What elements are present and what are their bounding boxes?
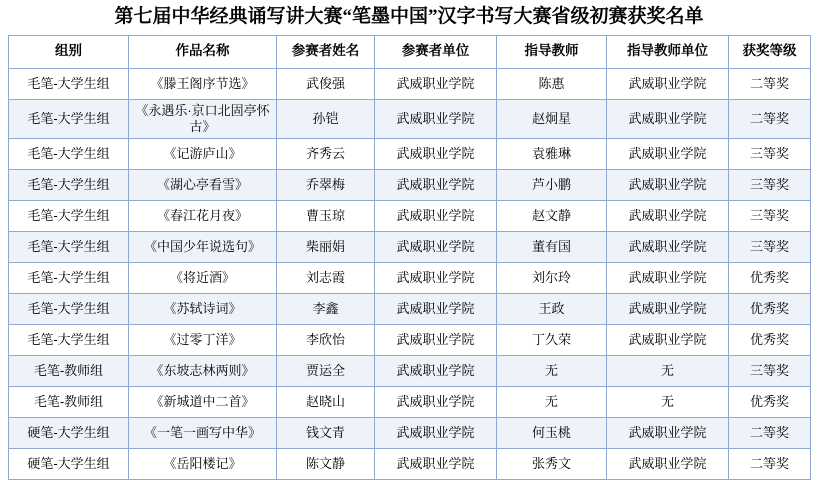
cell-teacher-unit: 武威职业学院 xyxy=(607,449,729,480)
cell-award-level: 二等奖 xyxy=(729,449,811,480)
cell-teacher-unit: 无 xyxy=(607,387,729,418)
table-row xyxy=(9,232,811,263)
cell-participant-name: 乔翠梅 xyxy=(277,170,375,201)
cell-work: 《岳阳楼记》 xyxy=(129,449,277,480)
table-row xyxy=(9,387,811,418)
cell-teacher-unit: 武威职业学院 xyxy=(607,201,729,232)
table-row xyxy=(9,139,811,170)
cell-group: 毛笔-大学生组 xyxy=(9,68,129,99)
cell-participant-unit: 武威职业学院 xyxy=(375,201,497,232)
cell-teacher: 赵文静 xyxy=(497,201,607,232)
column-header-work: 作品名称 xyxy=(129,35,277,68)
cell-award-level: 二等奖 xyxy=(729,68,811,99)
column-header-participant-name: 参赛者姓名 xyxy=(277,35,375,68)
cell-work: 《一笔一画写中华》 xyxy=(129,418,277,449)
cell-award-level: 三等奖 xyxy=(729,232,811,263)
column-header-award-level: 获奖等级 xyxy=(729,35,811,68)
cell-teacher-unit: 武威职业学院 xyxy=(607,139,729,170)
cell-participant-unit: 武威职业学院 xyxy=(375,68,497,99)
cell-participant-name: 贾运全 xyxy=(277,356,375,387)
cell-teacher: 何玉桃 xyxy=(497,418,607,449)
cell-teacher: 王政 xyxy=(497,294,607,325)
cell-work: 《记游庐山》 xyxy=(129,139,277,170)
cell-participant-unit: 武威职业学院 xyxy=(375,356,497,387)
cell-teacher-unit: 武威职业学院 xyxy=(607,418,729,449)
cell-work: 《中国少年说选句》 xyxy=(129,232,277,263)
cell-group: 毛笔-大学生组 xyxy=(9,325,129,356)
cell-group: 硬笔-大学生组 xyxy=(9,449,129,480)
table-body xyxy=(9,68,811,480)
cell-group: 毛笔-教师组 xyxy=(9,387,129,418)
cell-teacher: 芦小鹏 xyxy=(497,170,607,201)
cell-teacher: 无 xyxy=(497,356,607,387)
cell-teacher-unit: 武威职业学院 xyxy=(607,325,729,356)
cell-teacher-unit: 武威职业学院 xyxy=(607,263,729,294)
cell-participant-unit: 武威职业学院 xyxy=(375,170,497,201)
cell-award-level: 优秀奖 xyxy=(729,387,811,418)
table-header xyxy=(9,35,811,68)
award-table xyxy=(8,35,811,480)
cell-award-level: 优秀奖 xyxy=(729,294,811,325)
cell-group: 毛笔-大学生组 xyxy=(9,139,129,170)
cell-award-level: 三等奖 xyxy=(729,201,811,232)
cell-participant-name: 李鑫 xyxy=(277,294,375,325)
table-row xyxy=(9,325,811,356)
table-row xyxy=(9,263,811,294)
table-row xyxy=(9,449,811,480)
cell-work: 《新城道中二首》 xyxy=(129,387,277,418)
award-table-container xyxy=(0,35,818,480)
cell-participant-name: 李欣怡 xyxy=(277,325,375,356)
cell-participant-name: 赵晓山 xyxy=(277,387,375,418)
cell-group: 毛笔-大学生组 xyxy=(9,263,129,294)
cell-participant-name: 刘志霞 xyxy=(277,263,375,294)
cell-work: 《苏轼诗词》 xyxy=(129,294,277,325)
cell-teacher-unit: 武威职业学院 xyxy=(607,294,729,325)
cell-participant-name: 武俊强 xyxy=(277,68,375,99)
cell-teacher-unit: 武威职业学院 xyxy=(607,170,729,201)
table-row xyxy=(9,356,811,387)
cell-work: 《将近酒》 xyxy=(129,263,277,294)
table-row xyxy=(9,68,811,99)
cell-participant-name: 曹玉琼 xyxy=(277,201,375,232)
cell-teacher: 丁久荣 xyxy=(497,325,607,356)
cell-participant-name: 陈文静 xyxy=(277,449,375,480)
cell-work: 《滕王阁序节选》 xyxy=(129,68,277,99)
cell-teacher: 刘尔玲 xyxy=(497,263,607,294)
cell-work: 《湖心亭看雪》 xyxy=(129,170,277,201)
cell-participant-unit: 武威职业学院 xyxy=(375,387,497,418)
cell-teacher: 无 xyxy=(497,387,607,418)
column-header-teacher: 指导教师 xyxy=(497,35,607,68)
cell-teacher-unit: 武威职业学院 xyxy=(607,99,729,139)
cell-teacher: 赵炯星 xyxy=(497,99,607,139)
cell-group: 毛笔-大学生组 xyxy=(9,232,129,263)
cell-participant-name: 孙铠 xyxy=(277,99,375,139)
cell-group: 毛笔-大学生组 xyxy=(9,294,129,325)
column-header-group: 组别 xyxy=(9,35,129,68)
cell-work: 《东坡志林两则》 xyxy=(129,356,277,387)
cell-participant-unit: 武威职业学院 xyxy=(375,139,497,170)
cell-participant-unit: 武威职业学院 xyxy=(375,263,497,294)
cell-award-level: 二等奖 xyxy=(729,99,811,139)
page-title: 第七届中华经典诵写讲大赛“笔墨中国”汉字书写大赛省级初赛获奖名单 xyxy=(114,6,704,27)
table-row xyxy=(9,170,811,201)
table-row xyxy=(9,418,811,449)
cell-award-level: 三等奖 xyxy=(729,139,811,170)
cell-teacher-unit: 武威职业学院 xyxy=(607,232,729,263)
cell-award-level: 优秀奖 xyxy=(729,263,811,294)
cell-participant-unit: 武威职业学院 xyxy=(375,449,497,480)
table-row xyxy=(9,99,811,139)
cell-teacher: 张秀文 xyxy=(497,449,607,480)
cell-teacher-unit: 无 xyxy=(607,356,729,387)
cell-participant-unit: 武威职业学院 xyxy=(375,232,497,263)
cell-participant-name: 齐秀云 xyxy=(277,139,375,170)
cell-award-level: 优秀奖 xyxy=(729,325,811,356)
cell-work: 《过零丁洋》 xyxy=(129,325,277,356)
cell-work: 《永遇乐·京口北固亭怀古》 xyxy=(129,99,277,139)
cell-teacher-unit: 武威职业学院 xyxy=(607,68,729,99)
cell-award-level: 三等奖 xyxy=(729,170,811,201)
cell-participant-unit: 武威职业学院 xyxy=(375,418,497,449)
cell-teacher: 董有国 xyxy=(497,232,607,263)
cell-award-level: 二等奖 xyxy=(729,418,811,449)
cell-group: 毛笔-教师组 xyxy=(9,356,129,387)
cell-group: 硬笔-大学生组 xyxy=(9,418,129,449)
table-row xyxy=(9,201,811,232)
cell-teacher: 陈惠 xyxy=(497,68,607,99)
cell-award-level: 三等奖 xyxy=(729,356,811,387)
cell-participant-unit: 武威职业学院 xyxy=(375,294,497,325)
column-header-teacher-unit: 指导教师单位 xyxy=(607,35,729,68)
cell-participant-unit: 武威职业学院 xyxy=(375,325,497,356)
table-row xyxy=(9,294,811,325)
cell-group: 毛笔-大学生组 xyxy=(9,99,129,139)
cell-group: 毛笔-大学生组 xyxy=(9,170,129,201)
table-header-row xyxy=(9,35,811,68)
cell-participant-name: 柴丽娟 xyxy=(277,232,375,263)
cell-teacher: 袁雅琳 xyxy=(497,139,607,170)
cell-participant-name: 钱文青 xyxy=(277,418,375,449)
cell-group: 毛笔-大学生组 xyxy=(9,201,129,232)
column-header-participant-unit: 参赛者单位 xyxy=(375,35,497,68)
cell-participant-unit: 武威职业学院 xyxy=(375,99,497,139)
cell-work: 《春江花月夜》 xyxy=(129,201,277,232)
